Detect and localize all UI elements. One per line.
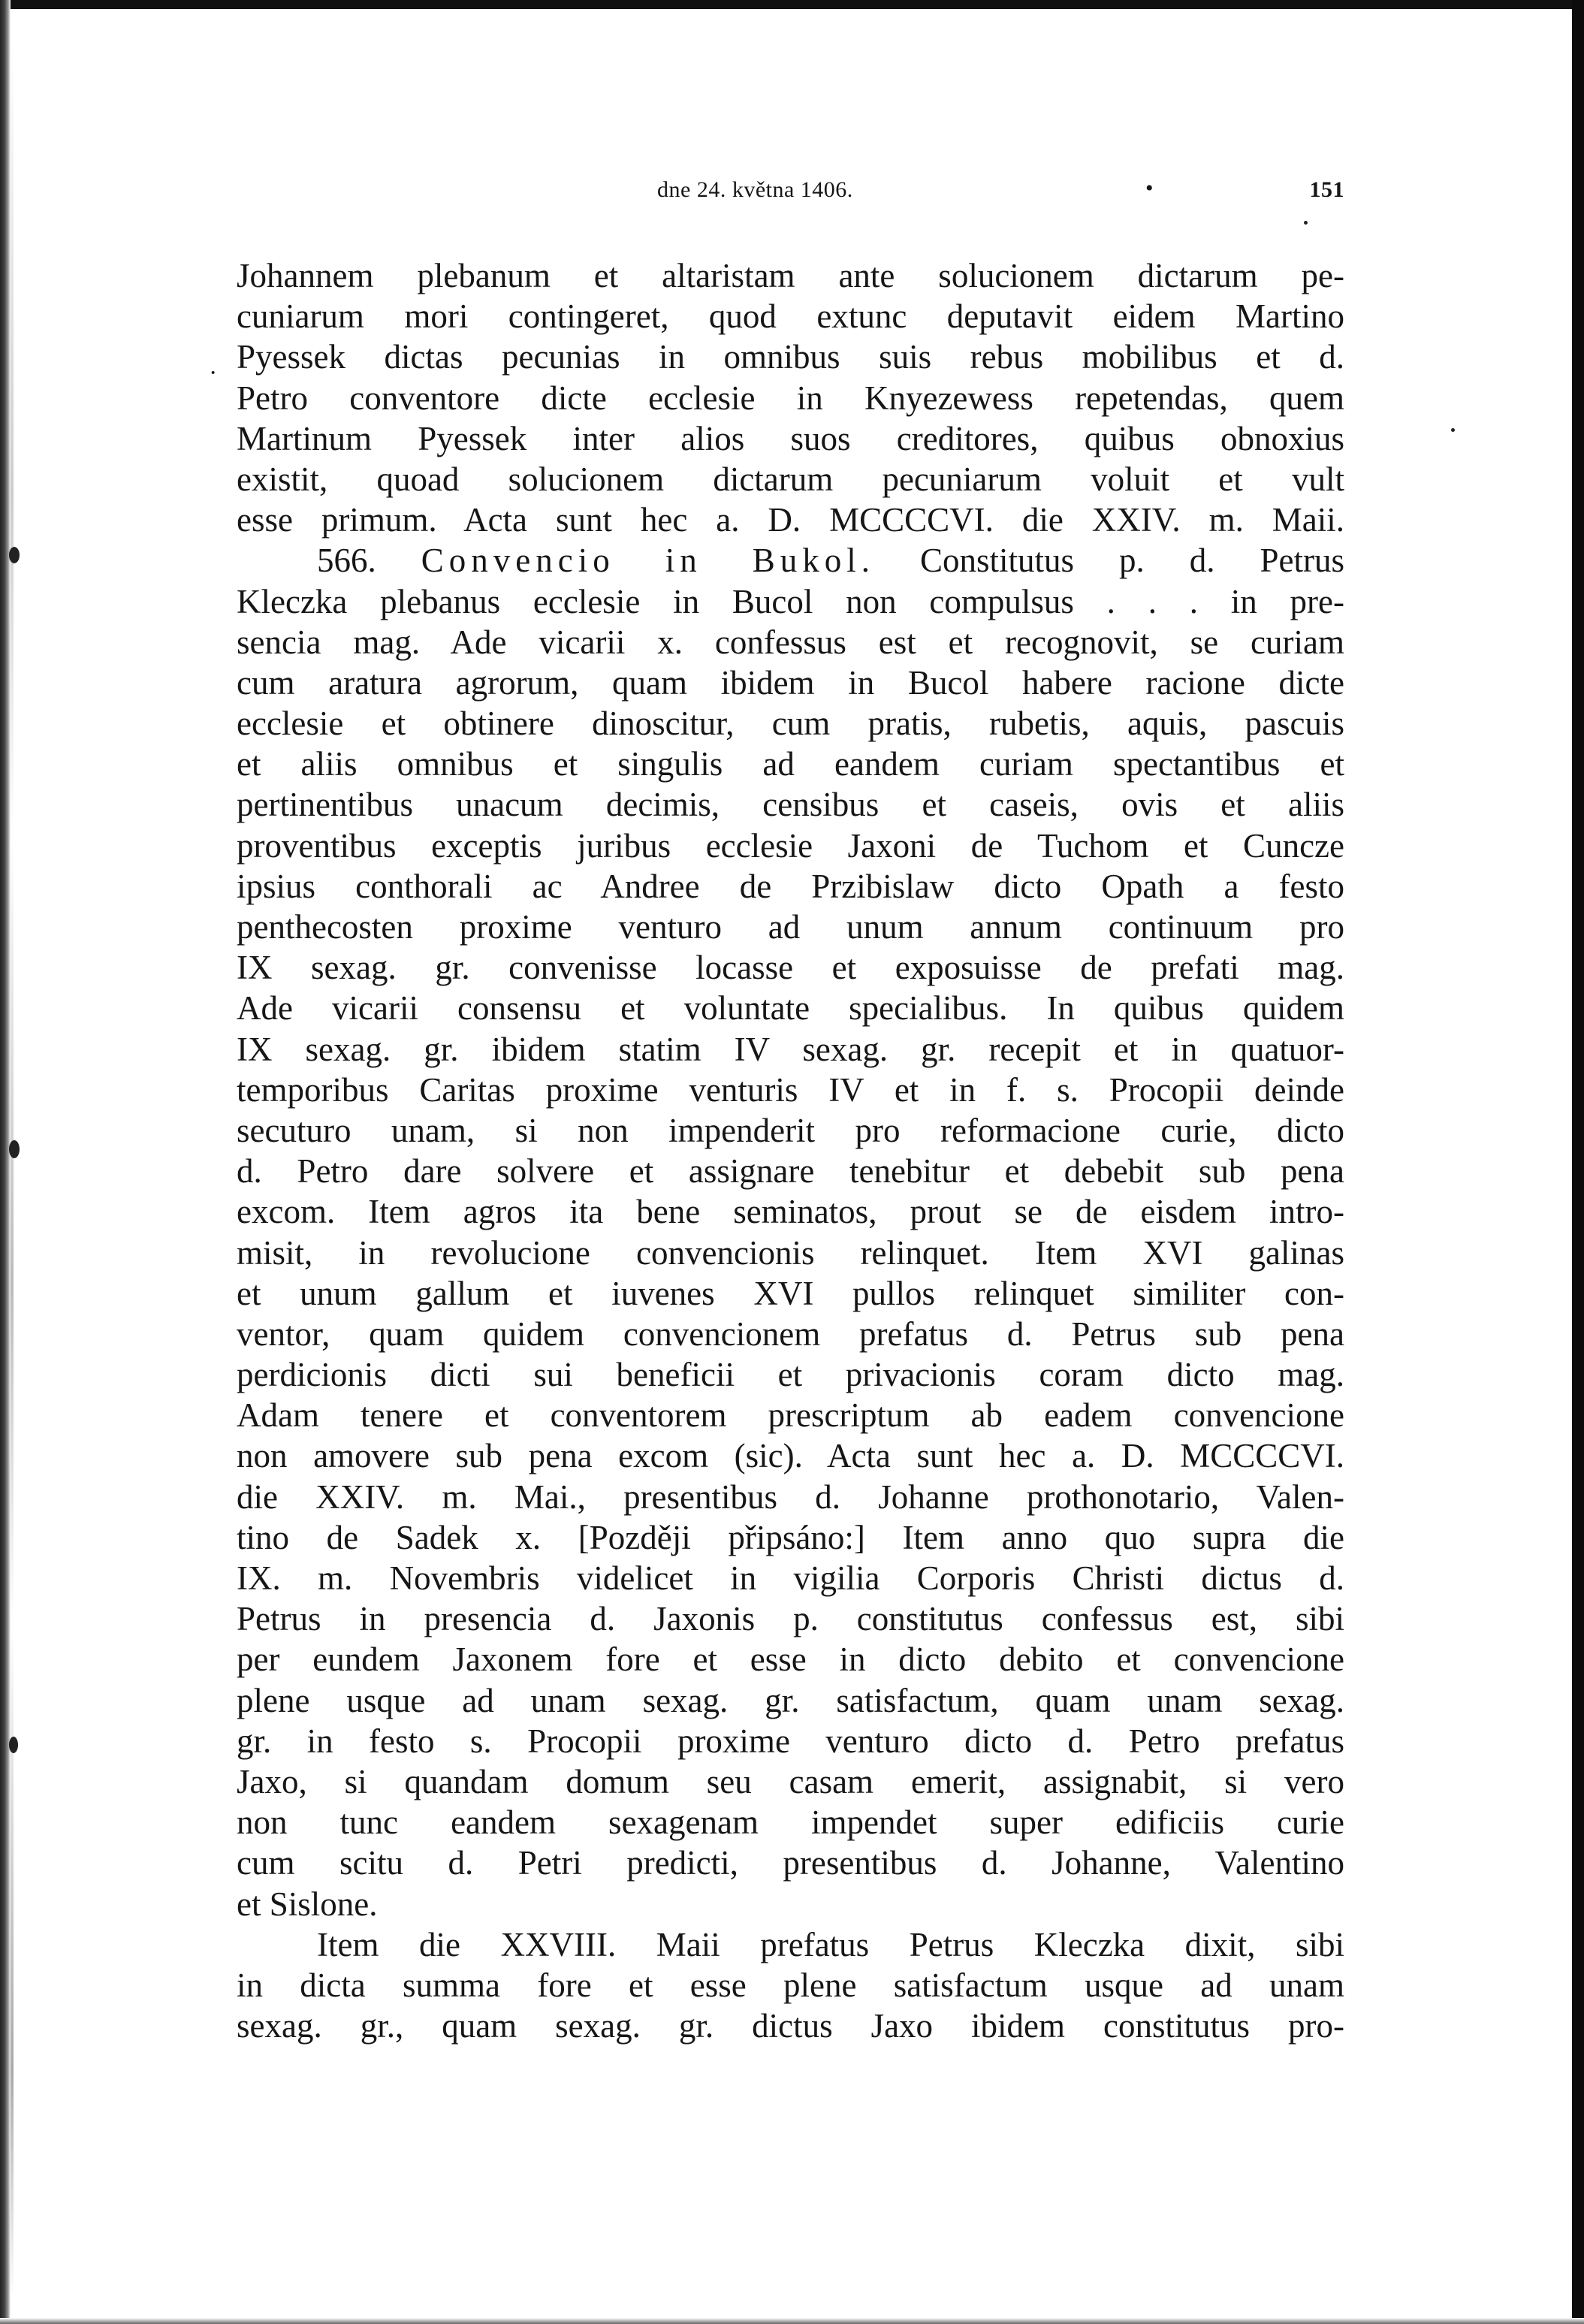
margin-mark: · <box>209 359 218 387</box>
text-line: misit, in revolucione convencionis relinquet. Item XVI galinas <box>237 1233 1344 1272</box>
text-line: Martinum Pyessek inter alios suos creditores, quibus obnoxius <box>237 419 1344 457</box>
text-line: ipsius conthorali ac Andree de Przibislaw dicto Opath a festo <box>237 867 1344 905</box>
scan-border-left <box>0 0 11 2324</box>
text-line: Ade vicarii consensu et voluntate specialibus. In quibus quidem <box>237 989 1344 1028</box>
scan-speck <box>1304 221 1308 225</box>
scan-speck <box>9 1737 18 1753</box>
text-line: secuturo unam, si non impenderit pro reformacione curie, dicto <box>237 1111 1344 1149</box>
text-line: non amovere sub pena excom (sic). Acta sunt hec a. D. MCCCCVI. <box>237 1437 1344 1475</box>
text-line: ventor, quam quidem convencionem prefatus d. Petrus sub pena <box>237 1314 1344 1353</box>
scan-border-right <box>1572 0 1584 2324</box>
text-line: sencia mag. Ade vicarii x. confessus est et recognovit, se curiam <box>237 623 1344 661</box>
text-line: tino de Sadek x. [Později připsáno:] Item anno quo supra die <box>237 1518 1344 1556</box>
scan-speck <box>1451 428 1455 432</box>
text-line: esse primum. Acta sunt hec a. D. MCCCCVI. die XXIV. m. Maii. <box>237 501 1344 539</box>
text-line: temporibus Caritas proxime venturis IV et in f. s. Procopii deinde <box>237 1070 1344 1109</box>
scan-speck <box>9 547 20 563</box>
scan-speck <box>9 1140 20 1158</box>
text-line: et aliis omnibus et singulis ad eandem curiam spectantibus et <box>237 745 1344 783</box>
text-line: d. Petro dare solvere et assignare tenebitur et debebit sub pena <box>237 1152 1344 1191</box>
text-line: Pyessek dictas pecunias in omnibus suis rebus mobilibus et d. <box>237 338 1344 376</box>
text-line: Petrus in presencia d. Jaxonis p. constitutus confessus est, sibi <box>237 1600 1344 1638</box>
text-line: pertinentibus unacum decimis, censibus et caseis, ovis et aliis <box>237 786 1344 824</box>
page-header <box>237 177 1344 207</box>
text-line: sexag. gr., quam sexag. gr. dictus Jaxo ibidem constitutus pro- <box>237 2007 1344 2045</box>
text-line: Jaxo, si quandam domum seu casam emerit, assignabit, si vero <box>237 1762 1344 1800</box>
text-line: proventibus exceptis juribus ecclesie Jaxoni de Tuchom et Cuncze <box>237 826 1344 865</box>
running-title: dne 24. května 1406. <box>657 177 853 202</box>
entry-heading-rest: Constitutus p. d. Petrus <box>919 542 1345 580</box>
scan-border-bottom <box>0 2318 1584 2324</box>
entry-title: Convencio in Bukol. <box>421 542 875 580</box>
entry-566-heading-line <box>237 540 1344 581</box>
text-line: ecclesie et obtinere dinoscitur, cum pratis, rubetis, aquis, pascuis <box>237 705 1344 743</box>
text-line: in dicta summa fore et esse plene satisfactum usque ad unam <box>237 1966 1344 2004</box>
text-line: existit, quoad solucionem dictarum pecuniarum voluit et vult <box>237 460 1344 498</box>
scan-border-left-shadow <box>11 45 14 2298</box>
text-line: Adam tenere et conventorem prescriptum ab eadem convencione <box>237 1396 1344 1435</box>
text-line: Item die XXVIII. Maii prefatus Petrus Kleczka dixit, sibi <box>317 1925 1344 1963</box>
page-number: 151 <box>1309 177 1344 202</box>
text-line: Petro conventore dicte ecclesie in Knyezewess repetendas, quem <box>237 379 1344 417</box>
text-line: cum aratura agrorum, quam ibidem in Bucol habere racione dicte <box>237 663 1344 702</box>
text-line: cuniarum mori contingeret, quod extunc deputavit eidem Martino <box>237 297 1344 336</box>
text-line: perdicionis dicti sui beneficii et privacionis coram dicto mag. <box>237 1356 1344 1394</box>
text-line: non tunc eandem sexagenam impendet super edificiis curie <box>237 1803 1344 1842</box>
text-line: Johannem plebanum et altaristam ante solucionem dictarum pe- <box>237 257 1344 294</box>
scan-border-top <box>0 0 1584 9</box>
text-line: excom. Item agros ita bene seminatos, prout se de eisdem intro- <box>237 1193 1344 1231</box>
text-line: et unum gallum et iuvenes XVI pullos relinquet similiter con- <box>237 1274 1344 1312</box>
header-mark: • <box>1145 176 1154 201</box>
text-line: IX sexag. gr. ibidem statim IV sexag. gr. recepit et in quatuor- <box>237 1030 1344 1068</box>
main-text <box>237 255 1344 2046</box>
text-line: cum scitu d. Petri predicti, presentibus d. Johanne, Valentino <box>237 1844 1344 1882</box>
text-line: plene usque ad unam sexag. gr. satisfactum, quam unam sexag. <box>237 1681 1344 1719</box>
text-line: IX. m. Novembris videlicet in vigilia Corporis Christi dictus d. <box>237 1559 1344 1597</box>
text-line: per eundem Jaxonem fore et esse in dicto debito et convencione <box>237 1640 1344 1679</box>
text-line: IX sexag. gr. convenisse locasse et exposuisse de prefati mag. <box>237 949 1344 987</box>
text-line: et Sislone. <box>237 1885 378 1923</box>
text-line: die XXIV. m. Mai., presentibus d. Johanne prothonotario, Valen- <box>237 1477 1344 1516</box>
text-line: Kleczka plebanus ecclesie in Bucol non compulsus . . . in pre- <box>237 582 1344 620</box>
text-line: gr. in festo s. Procopii proxime venturo dicto d. Petro prefatus <box>237 1722 1344 1760</box>
text-line: penthecosten proxime venturo ad unum annum continuum pro <box>237 908 1344 946</box>
entry-number: 566. <box>317 542 376 580</box>
